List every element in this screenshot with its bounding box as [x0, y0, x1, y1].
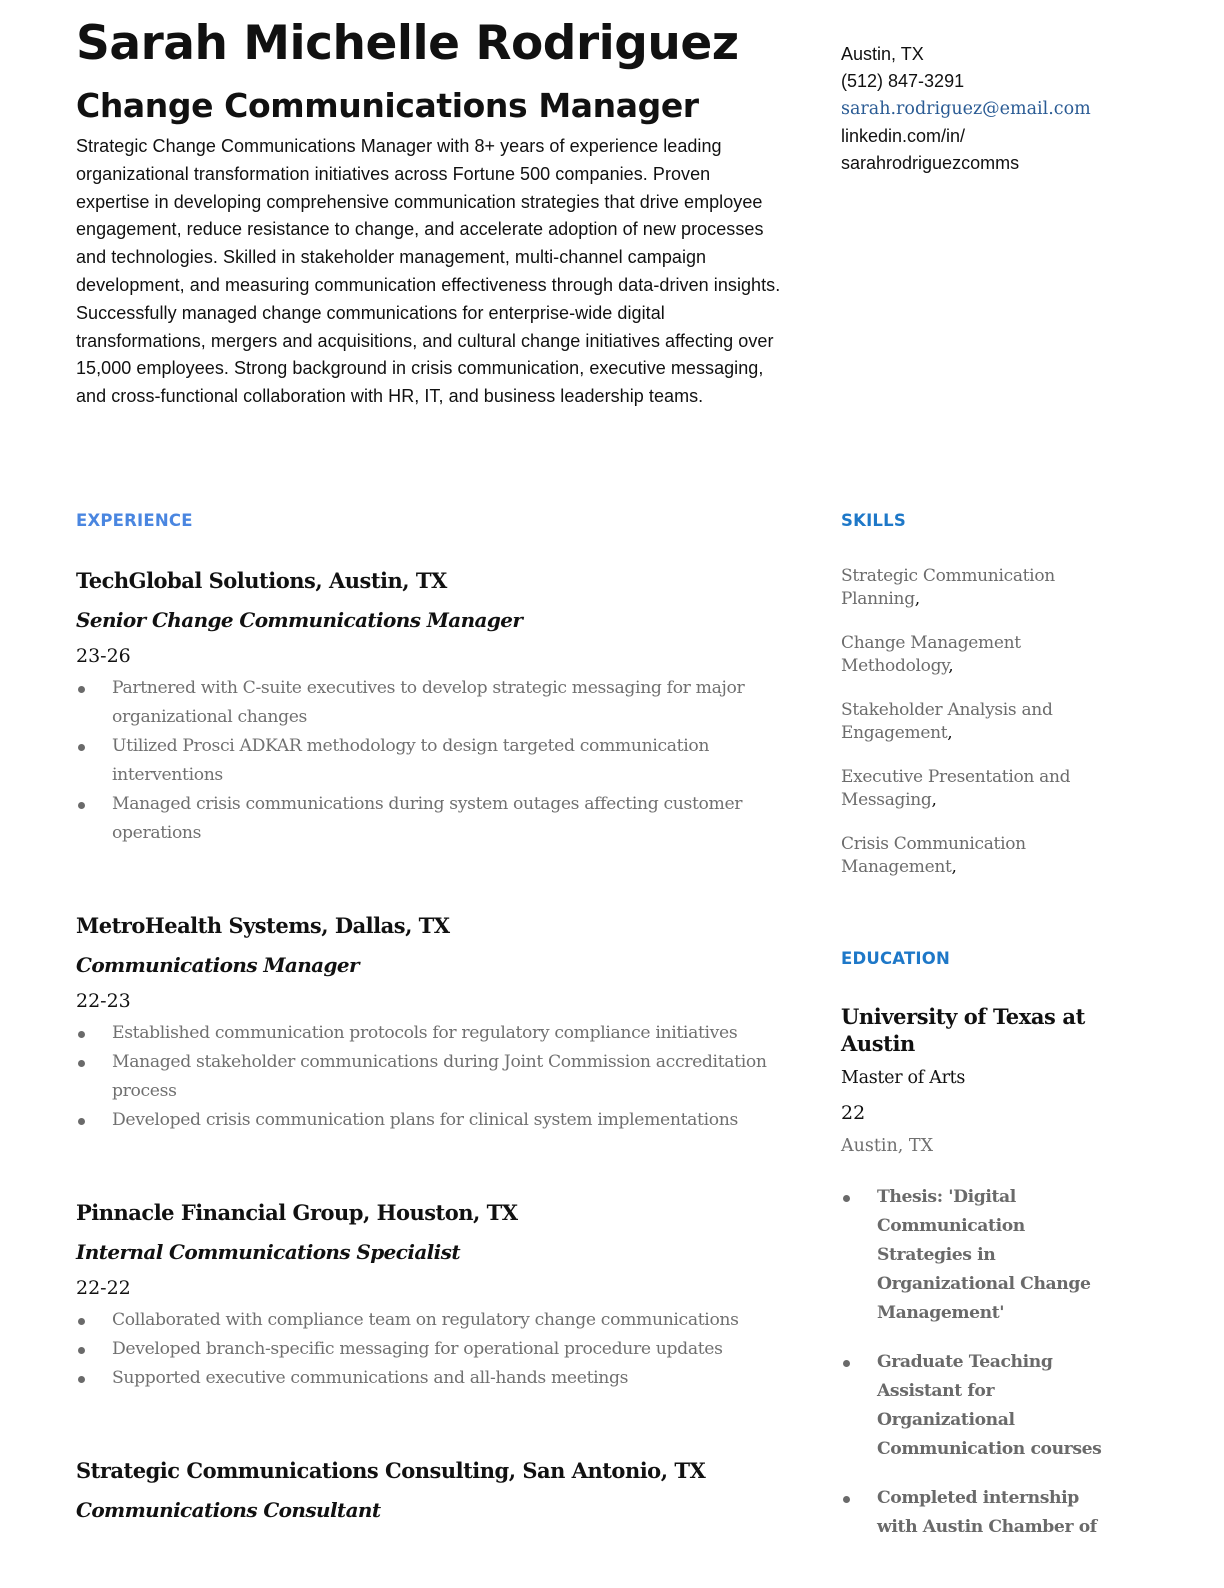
education-location: Austin, TX [841, 1136, 934, 1156]
job-bullet [76, 1335, 796, 1364]
bullet-icon [78, 1376, 85, 1383]
candidate-headline: Change Communications Manager [76, 86, 699, 125]
job-dates: 22-23 [76, 990, 131, 1012]
job-bullet-text: Collaborated with compliance team on regulatory change communications [112, 1310, 739, 1330]
job-company: Strategic Communications Consulting, San Antonio, TX [76, 1458, 706, 1483]
skill-item [841, 699, 1111, 744]
skill-separator: , [948, 655, 954, 676]
skills-section [841, 565, 1111, 900]
job-company: MetroHealth Systems, Dallas, TX [76, 913, 450, 938]
education-degree: Master of Arts [841, 1068, 966, 1088]
job-bullet-text: Developed branch-specific messaging for operational procedure updates [112, 1339, 723, 1359]
skills-section-title: SKILLS [841, 511, 906, 530]
skill-item [841, 565, 1111, 610]
education-bullet-text: Graduate Teaching Assistant for Organizational Communication courses [877, 1352, 1102, 1459]
education-bullet [841, 1348, 1111, 1464]
skill-separator: , [951, 856, 957, 877]
skill-text: Stakeholder Analysis and Engagement [841, 700, 1053, 743]
job-bullet [76, 1019, 796, 1048]
contact-info [841, 41, 1141, 177]
education-school: University of Texas at Austin [841, 1004, 1085, 1056]
job-bullet [76, 1306, 796, 1335]
contact-linkedin-line-2[interactable]: sarahrodriguezcomms [841, 153, 1020, 174]
bullet-icon [78, 744, 85, 751]
bullet-icon [78, 686, 85, 693]
contact-linkedin-line-1[interactable]: linkedin.com/in/ [841, 125, 966, 146]
experience-section-title: EXPERIENCE [76, 511, 193, 530]
job-bullet [76, 1364, 796, 1393]
bullet-icon [843, 1496, 850, 1503]
skill-separator: , [931, 789, 937, 810]
professional-summary: Strategic Change Communications Manager with 8+ years of experience leading organizational transformation initiatives across Fortune 500 companies. Proven expertise in developing comprehensive communication strategies that drive employee engagement, reduce resistance to change, and accelerate adoption of new processes and technologies. Skilled in stakeholder management, multi-channel campaign development, and measuring communication effectiveness through data-driven insights. Successfully managed change communications for enterprise-wide digital transformations, mergers and acquisitions, and cultural change initiatives affecting over 15,000 employees. Strong background in crisis communication, executive messaging, and cross-functional collaboration with HR, IT, and business leadership teams. [76, 136, 781, 407]
education-section-title: EDUCATION [841, 949, 950, 968]
bullet-icon [78, 802, 85, 809]
job-entry [76, 908, 796, 1135]
job-bullet [76, 1048, 796, 1106]
job-title: Internal Communications Specialist [76, 1240, 460, 1264]
skill-text: Executive Presentation and Messaging [841, 767, 1071, 810]
bullet-icon [78, 1347, 85, 1354]
education-section [841, 1003, 1111, 1562]
bullet-icon [78, 1060, 85, 1067]
experience-section [76, 563, 796, 1588]
job-bullet [76, 790, 796, 848]
job-title: Communications Consultant [76, 1498, 381, 1522]
bullet-icon [843, 1360, 850, 1367]
job-company: Pinnacle Financial Group, Houston, TX [76, 1200, 518, 1225]
bullet-icon [78, 1118, 85, 1125]
education-bullet-text: Completed internship with Austin Chamber of [877, 1488, 1097, 1537]
job-bullet-text: Supported executive communications and all-hands meetings [112, 1368, 629, 1388]
skill-text: Strategic Communication Planning [841, 566, 1055, 609]
job-bullet-text: Managed crisis communications during system outages affecting customer operations [112, 794, 743, 843]
bullet-icon [78, 1031, 85, 1038]
job-company: TechGlobal Solutions, Austin, TX [76, 568, 447, 593]
contact-email-link[interactable]: sarah.rodriguez@email.com [841, 98, 1091, 119]
job-entry [76, 1453, 796, 1528]
job-entry [76, 563, 796, 848]
education-year: 22 [841, 1102, 866, 1124]
job-bullet [76, 732, 796, 790]
job-bullet-text: Developed crisis communication plans for clinical system implementations [112, 1110, 738, 1130]
education-bullet [841, 1183, 1111, 1328]
job-title: Senior Change Communications Manager [76, 608, 523, 632]
job-bullet [76, 674, 796, 732]
job-bullet-text: Utilized Prosci ADKAR methodology to design targeted communication interventions [112, 736, 710, 785]
skill-separator: , [914, 588, 920, 609]
job-bullet [76, 1106, 796, 1135]
contact-phone[interactable]: (512) 847-3291 [841, 71, 965, 92]
skill-item [841, 632, 1111, 677]
job-dates: 22-22 [76, 1277, 131, 1299]
skill-text: Crisis Communication Management [841, 834, 1026, 877]
job-bullets [76, 1306, 796, 1393]
skill-item [841, 833, 1111, 878]
skill-item [841, 766, 1111, 811]
candidate-name: Sarah Michelle Rodriguez [76, 16, 739, 71]
education-bullets [841, 1183, 1111, 1542]
skill-text: Change Management Methodology [841, 633, 1021, 676]
job-bullet-text: Established communication protocols for regulatory compliance initiatives [112, 1023, 738, 1043]
job-title: Communications Manager [76, 953, 359, 977]
job-entry [76, 1195, 796, 1393]
bullet-icon [843, 1195, 850, 1202]
job-dates: 23-26 [76, 645, 131, 667]
education-bullet [841, 1484, 1111, 1542]
bullet-icon [78, 1318, 85, 1325]
job-bullets [76, 1019, 796, 1135]
job-bullet-text: Partnered with C-suite executives to develop strategic messaging for major organizational changes [112, 678, 745, 727]
skill-separator: , [947, 722, 953, 743]
contact-location: Austin, TX [841, 44, 924, 64]
job-bullets [76, 674, 796, 848]
job-bullet-text: Managed stakeholder communications during Joint Commission accreditation process [112, 1052, 767, 1101]
education-bullet-text: Thesis: 'Digital Communication Strategies in Organizational Change Management' [877, 1187, 1091, 1323]
